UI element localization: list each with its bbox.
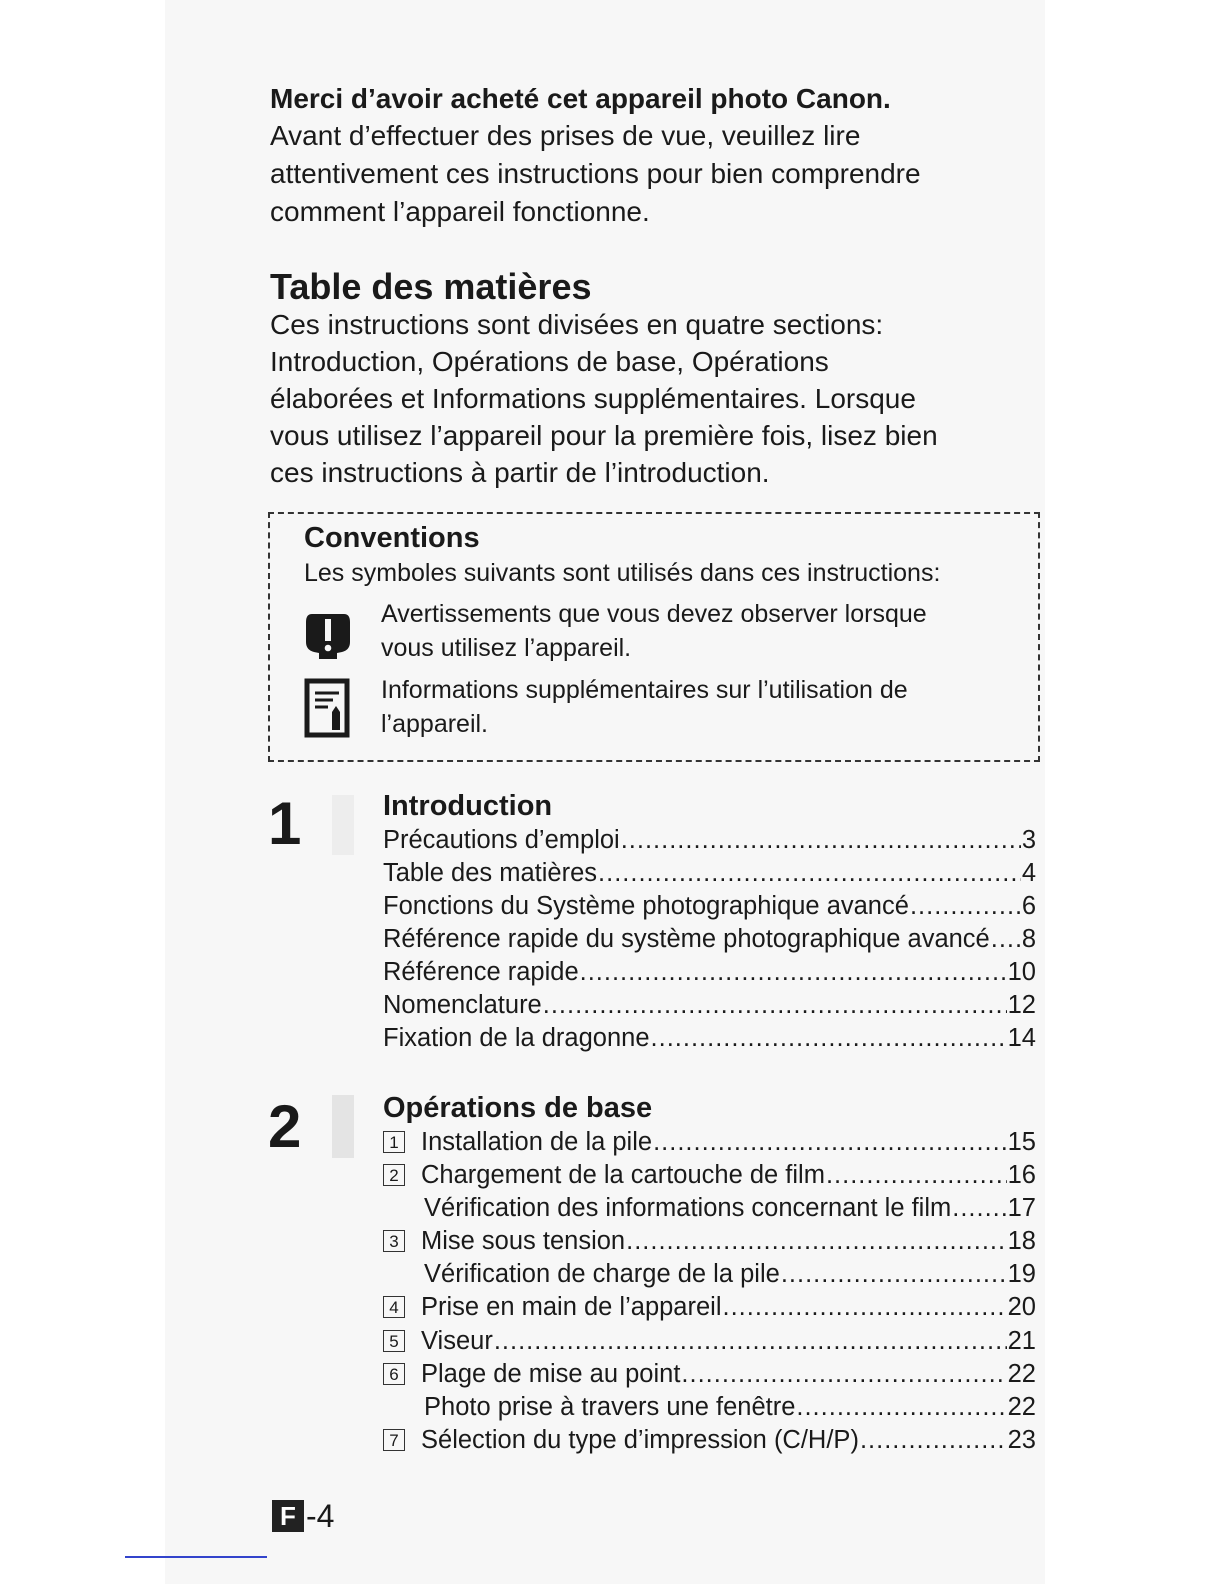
memo-text-line: l’appareil. [381,710,489,738]
section-tab [332,795,354,855]
dot-leader [781,1258,1007,1291]
entry-label: Viseur [421,1326,493,1355]
toc-entry[interactable] [383,1022,1036,1055]
step-number-box: 5 [383,1330,405,1352]
page-footer [272,1498,334,1534]
section-number: 2 [268,1093,302,1160]
entry-page: 14 [1007,1024,1036,1052]
entry-label: Nomenclature [383,991,542,1019]
toc-entry[interactable] [383,1358,1036,1391]
dot-leader [991,923,1021,956]
entry-page: 17 [1007,1194,1036,1223]
entry-page: 12 [1007,991,1036,1019]
step-number-box: 3 [383,1230,405,1252]
entry-label: Photo prise à travers une fenêtre [424,1392,796,1421]
entry-page: 21 [1007,1326,1036,1355]
step-number-box: 7 [383,1429,405,1451]
toc-intro-line: Ces instructions sont divisées en quatre sections: [270,309,884,340]
conventions-title: Conventions [304,522,480,554]
intro-line: attentivement ces instructions pour bien comprendre [270,158,921,189]
step-number-box: 2 [383,1164,405,1186]
entry-label: Référence rapide [383,958,579,986]
toc-entry[interactable] [383,1159,1036,1192]
entry-label: Fonctions du Système photographique avancé [383,892,909,920]
toc-subentry[interactable] [383,1192,1036,1225]
entry-label: Vérification de charge de la pile [424,1260,780,1289]
entry-label: Vérification des informations concernant le film [424,1194,952,1223]
intro-line: Avant d’effectuer des prises de vue, veuillez lire [270,120,861,151]
dot-leader [621,824,1021,857]
entry-label: Référence rapide du système photographique avancé [383,925,990,953]
entry-label: Fixation de la dragonne [383,1024,650,1052]
entry-page: 10 [1007,958,1036,986]
dot-leader [826,1159,1007,1192]
dot-leader [598,857,1021,890]
toc-entry[interactable] [383,824,1036,857]
section-number: 1 [268,790,302,857]
entry-page: 15 [1007,1128,1036,1156]
toc-intro [270,306,1030,491]
warning-text-line: vous utilisez l’appareil. [381,634,632,662]
entry-page: 23 [1007,1425,1036,1454]
entry-page: 19 [1007,1260,1036,1289]
step-number-box: 4 [383,1296,405,1318]
entry-page: 3 [1021,826,1036,854]
page-number: -4 [306,1498,335,1534]
toc-entry[interactable] [383,1225,1036,1258]
entry-label: Chargement de la cartouche de film [421,1161,825,1190]
entry-page: 4 [1021,859,1036,887]
step-number-box: 1 [383,1131,405,1153]
entry-page: 6 [1021,892,1036,920]
warning-text-line: Avertissements que vous devez observer lorsque [381,600,927,628]
entry-page: 16 [1007,1161,1036,1190]
entry-label: Précautions d’emploi [383,826,620,854]
dot-leader [651,1022,1007,1055]
toc-entry[interactable] [383,1291,1036,1324]
toc-subentry[interactable] [383,1258,1036,1291]
entry-page: 8 [1021,925,1036,953]
divider [125,1556,267,1558]
entry-label: Mise sous tension [421,1227,626,1256]
toc-subentry[interactable] [383,1391,1036,1424]
toc-intro-line: Introduction, Opérations de base, Opérations [270,346,829,377]
conventions-box [268,512,1040,762]
entry-page: 18 [1007,1227,1036,1256]
section-title: Opérations de base [383,1092,653,1124]
intro-thanks: Merci d’avoir acheté cet appareil photo Canon. [270,83,891,114]
toc-entry[interactable] [383,890,1036,923]
dot-leader [543,989,1007,1022]
entry-page: 22 [1007,1359,1036,1388]
step-number-box: 6 [383,1363,405,1385]
dot-leader [910,890,1021,923]
toc-intro-line: vous utilisez l’appareil pour la première fois, lisez bien [270,420,938,451]
memo-text-line: Informations supplémentaires sur l’utilisation de [381,676,908,704]
page-title: Table des matières [270,266,592,307]
section-tab [332,1095,354,1158]
language-badge: F [272,1500,304,1532]
warning-icon [304,606,352,666]
section-title: Introduction [383,790,553,822]
dot-leader [580,956,1007,989]
dot-leader [653,1126,1007,1159]
entry-label: Table des matières [383,859,598,887]
dot-leader [723,1291,1007,1324]
entry-page: 20 [1007,1293,1036,1322]
entry-label: Prise en main de l’appareil [421,1293,722,1322]
intro-paragraph [270,80,1030,231]
entry-page: 22 [1007,1392,1036,1421]
dot-leader [626,1225,1007,1258]
entry-label: Sélection du type d’impression (C/H/P) [421,1425,859,1454]
toc-entry[interactable] [383,857,1036,890]
dot-leader [494,1325,1007,1358]
toc-section-introduction [383,790,1036,1055]
toc-entry[interactable] [383,1126,1036,1159]
entry-label: Installation de la pile [421,1128,653,1156]
intro-line: comment l’appareil fonctionne. [270,196,650,227]
toc-entry[interactable] [383,1325,1036,1358]
dot-leader [681,1358,1006,1391]
toc-intro-line: élaborées et Informations supplémentaires. Lorsque [270,383,916,414]
dot-leader [952,1192,1006,1225]
toc-entry[interactable] [383,989,1036,1022]
dot-leader [796,1391,1006,1424]
toc-section-basic-operations [383,1092,1036,1457]
memo-icon [304,678,352,738]
toc-entry[interactable] [383,956,1036,989]
entry-label: Plage de mise au point [421,1359,681,1388]
conventions-description: Les symboles suivants sont utilisés dans ces instructions: [304,559,941,587]
toc-entry[interactable] [383,923,1036,956]
toc-intro-line: ces instructions à partir de l’introduction. [270,457,770,488]
dot-leader [860,1424,1007,1457]
toc-entry[interactable] [383,1424,1036,1457]
